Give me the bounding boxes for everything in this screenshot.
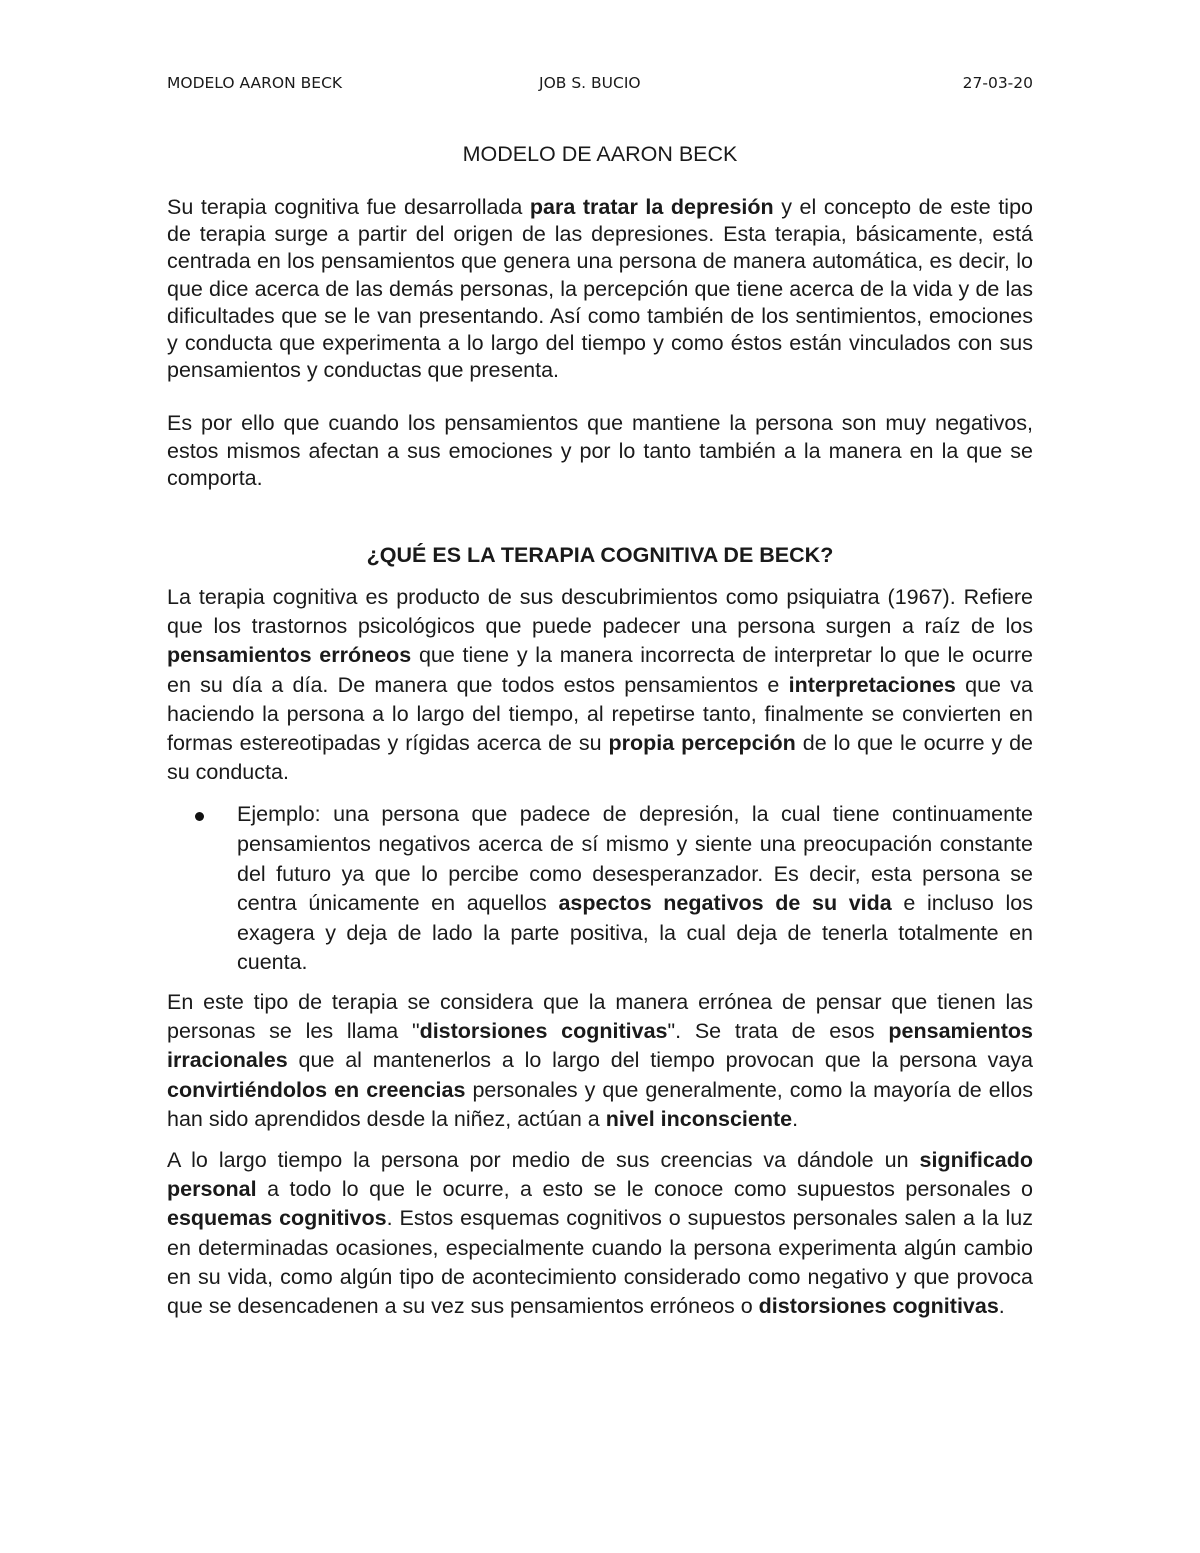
bold-phrase: propia percepción bbox=[608, 731, 796, 756]
header-author: JOB S. BUCIO bbox=[539, 74, 641, 92]
document-title: MODELO DE AARON BECK bbox=[462, 142, 738, 166]
paragraph-distortions: En este tipo de terapia se considera que la manera errónea de pensar que tienen las personas se les llama "distorsiones cognitivas". Se trata de esos pensamientos irracionales que al mantenerlos a lo largo del tiempo provocan que la persona vaya convirtiéndolos en creencias personales y que generalmente, como la mayoría de ellos han sido aprendidos desde la niñez, actúan a nivel inconsciente. bbox=[167, 990, 1033, 1131]
bold-phrase: interpretaciones bbox=[788, 672, 956, 697]
paragraph-cognitive-therapy: La terapia cognitiva es producto de sus descubrimientos como psiquiatra (1967). Refiere que los trastornos psicológicos que puede padecer una persona surgen a raíz de los pensamientos erróneos que tiene y la manera incorrecta de interpretar lo que le ocurre en su día a día. De manera que todos estos pensamientos e interpretaciones que va haciendo la persona a lo largo del tiempo, al repetirse tanto, finalmente se convierten en formas estereotipadas y rígidas acerca de su propia percepción de lo que le ocurre y de su conducta. bbox=[167, 585, 1034, 785]
page-header bbox=[167, 74, 1033, 98]
bold-phrase: aspectos negativos de su vida bbox=[558, 891, 892, 916]
bold-phrase: convirtiéndolos en creencias bbox=[167, 1077, 466, 1102]
paragraph-intro: Su terapia cognitiva fue desarrollada para tratar la depresión y el concepto de este tipo de terapia surge a partir del origen de las depresiones. Esta terapia, básicamente, está centrada en los pensamientos que genera una persona de manera automática, es decir, lo que dice acerca de las demás personas, la percepción que tiene acerca de la vida y de las dificultades que se le van presentando. Así como también de los sentimientos, emociones y conducta que experimenta a lo largo del tiempo y como éstos están vinculados con sus pensamientos y conductas que presenta. bbox=[167, 195, 1033, 383]
list-item-example: Ejemplo: una persona que padece de depresión, la cual tiene continuamente pensamientos negativos acerca de sí mismo y siente una preocupación constante del futuro ya que lo percibe como desesperanzador. Es decir, esta persona se centra únicamente en aquellos aspectos negativos de su vida e incluso los exagera y deja de lado la parte positiva, la cual deja de tenerla totalmente en cuenta. bbox=[237, 800, 1033, 978]
bullet-icon bbox=[195, 812, 204, 821]
paragraph-cognitive-schemas: A lo largo tiempo la persona por medio de sus creencias va dándole un significado personal a todo lo que le ocurre, a esto se le conoce como supuestos personales o esquemas cognitivos. Estos esquemas cognitivos o supuestos personales salen a la luz en determinadas ocasiones, especialmente cuando la persona experimenta algún cambio en su vida, como algún tipo de acontecimiento considerado como negativo y que provoca que se desencadenen a su vez sus pensamientos erróneos o distorsiones cognitivas. bbox=[167, 1148, 1033, 1319]
header-document-title: MODELO AARON BECK bbox=[167, 74, 343, 92]
paragraph-negative-thoughts: Es por ello que cuando los pensamientos que mantiene la persona son muy negativos, estos mismos afectan a sus emociones y por lo tanto también a la manera en la que se comporta. bbox=[167, 411, 1033, 490]
bold-phrase: significado personal bbox=[167, 1148, 1033, 1202]
header-date: 27-03-20 bbox=[962, 74, 1033, 92]
document-body bbox=[167, 141, 1033, 1321]
bold-phrase: pensamientos irracionales bbox=[167, 1019, 1033, 1073]
bold-phrase: distorsiones cognitivas bbox=[419, 1019, 668, 1044]
bold-phrase: pensamientos erróneos bbox=[167, 643, 412, 668]
bold-phrase: esquemas cognitivos bbox=[167, 1206, 387, 1231]
bold-phrase: para tratar la depresión bbox=[529, 195, 774, 219]
section-heading: ¿QUÉ ES LA TERAPIA COGNITIVA DE BECK? bbox=[366, 543, 834, 568]
bold-phrase: distorsiones cognitivas bbox=[758, 1294, 999, 1319]
bullet-list bbox=[167, 800, 1033, 978]
bold-phrase: nivel inconsciente bbox=[605, 1106, 793, 1131]
